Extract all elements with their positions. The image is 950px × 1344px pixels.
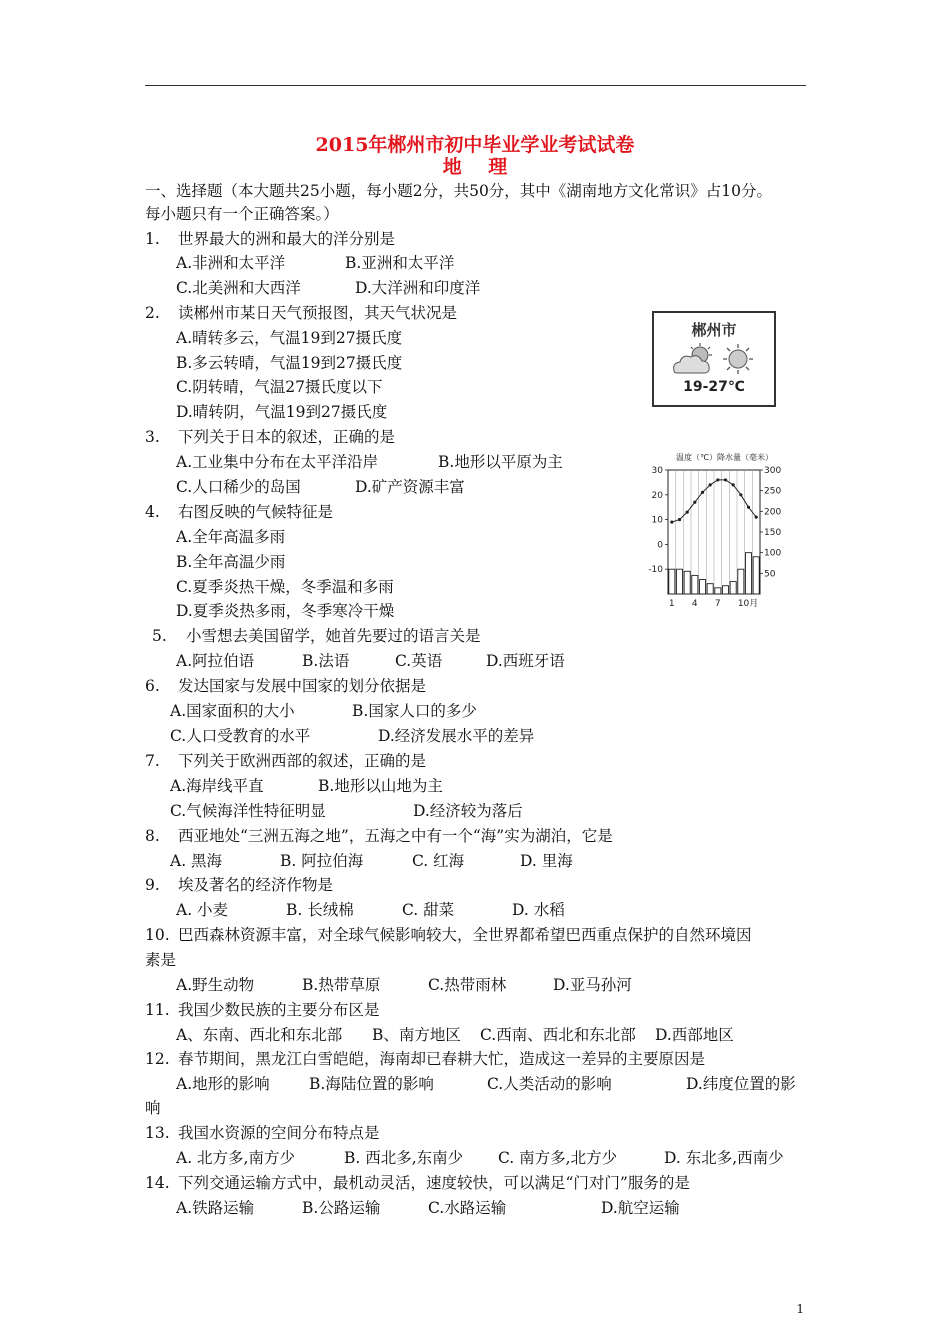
question-5-option-c[interactable]: C.英语 xyxy=(395,652,443,670)
chart-gridlines xyxy=(676,470,753,594)
question-12-number: 12. xyxy=(145,1050,170,1068)
question-13-option-a[interactable]: A. 北方多,南方少 xyxy=(176,1149,295,1167)
page-number: 1 xyxy=(796,1302,804,1316)
question-6-number: 6. xyxy=(145,677,160,695)
question-3-stem: 下列关于日本的叙述，正确的是 xyxy=(178,428,396,446)
temperature-axis xyxy=(648,466,668,575)
cloud-sun-icon xyxy=(674,343,712,373)
precipitation-axis xyxy=(760,466,781,579)
precipitation-tick-label: 300 xyxy=(764,466,782,476)
sun-icon xyxy=(723,344,753,374)
question-1-option-c[interactable]: C.北美洲和大西洋 xyxy=(176,279,301,297)
question-7-option-c[interactable]: C.气候海洋性特征明显 xyxy=(170,802,326,820)
question-10-option-b[interactable]: B.热带草原 xyxy=(302,976,381,994)
question-3-option-a[interactable]: A.工业集中分布在太平洋沿岸 xyxy=(176,453,379,471)
month-tick-label: 7 xyxy=(714,599,721,609)
question-11-option-d[interactable]: D.西部地区 xyxy=(655,1026,734,1044)
question-9-stem: 埃及著名的经济作物是 xyxy=(178,876,334,894)
question-14-option-c[interactable]: C.水路运输 xyxy=(428,1199,507,1217)
question-5-option-d[interactable]: D.西班牙语 xyxy=(486,652,565,670)
question-8-stem: 西亚地处“三洲五海之地”，五海之中有一个“海”实为湖泊，它是 xyxy=(178,827,613,845)
question-12-option-d[interactable]: D.纬度位置的影 xyxy=(686,1075,796,1093)
question-2-option-d[interactable]: D.晴转阴，气温19到27摄氏度 xyxy=(176,403,388,421)
question-6-option-c[interactable]: C.人口受教育的水平 xyxy=(170,727,311,745)
precipitation-tick-label: 250 xyxy=(764,486,782,497)
question-13-option-d[interactable]: D. 东北多,西南少 xyxy=(664,1149,784,1167)
precipitation-bar xyxy=(722,586,728,594)
month-axis xyxy=(669,598,758,609)
temperature-point xyxy=(732,483,735,486)
precipitation-bar xyxy=(676,569,682,594)
question-12-option-a[interactable]: A.地形的影响 xyxy=(176,1075,270,1093)
temperature-point xyxy=(709,483,712,486)
question-2-stem: 读郴州市某日天气预报图，其天气状况是 xyxy=(178,304,458,322)
precipitation-bar xyxy=(707,584,713,594)
question-7-stem: 下列关于欧洲西部的叙述，正确的是 xyxy=(178,752,427,770)
month-tick-label: 10月 xyxy=(737,599,759,609)
temperature-point xyxy=(670,520,673,523)
question-2-option-c[interactable]: C.阴转晴，气温27摄氏度以下 xyxy=(176,378,383,396)
question-6-stem: 发达国家与发展中国家的划分依据是 xyxy=(178,677,427,695)
temperature-tick-label: 10 xyxy=(651,515,663,526)
section-instructions-line2: 每小题只有一个正确答案。） xyxy=(145,205,339,223)
question-1-option-d[interactable]: D.大洋洲和印度洋 xyxy=(355,279,481,297)
precipitation-bar xyxy=(730,582,736,594)
question-13-number: 13. xyxy=(145,1124,170,1142)
temperature-point xyxy=(724,478,727,481)
question-5-option-b[interactable]: B.法语 xyxy=(302,652,350,670)
precipitation-bar xyxy=(715,588,721,594)
question-5-option-a[interactable]: A.阿拉伯语 xyxy=(176,652,255,670)
question-8-option-c[interactable]: C. 红海 xyxy=(412,852,465,870)
question-10-option-c[interactable]: C.热带雨林 xyxy=(428,976,507,994)
question-4-option-b[interactable]: B.全年高温少雨 xyxy=(176,553,286,571)
precipitation-bar xyxy=(699,580,705,594)
question-5-number: 5. xyxy=(152,627,167,645)
precipitation-bar xyxy=(753,557,759,594)
temperature-point xyxy=(747,506,750,509)
question-13-option-c[interactable]: C. 南方多,北方少 xyxy=(498,1149,618,1167)
question-1-number: 1. xyxy=(145,230,160,248)
question-12-option-d-wrap: 响 xyxy=(145,1099,161,1117)
question-10-option-d[interactable]: D.亚马孙河 xyxy=(553,976,632,994)
subject-title: 地 理 xyxy=(442,156,508,178)
chart-title: 温度（℃）降水量（毫米） xyxy=(676,453,773,462)
temperature-point xyxy=(755,516,758,519)
precipitation-tick-label: 150 xyxy=(764,528,782,538)
precipitation-bar xyxy=(684,571,690,594)
question-9-option-c[interactable]: C. 甜菜 xyxy=(402,901,455,919)
question-12-option-c[interactable]: C.人类活动的影响 xyxy=(487,1075,612,1093)
question-1-option-b[interactable]: B.亚洲和太平洋 xyxy=(345,254,455,272)
weather-city: 郴州市 xyxy=(691,321,737,339)
weather-forecast-card xyxy=(652,311,776,407)
question-11-stem: 我国少数民族的主要分布区是 xyxy=(178,1001,380,1019)
temperature-tick-label: -10 xyxy=(648,565,663,576)
question-8-number: 8. xyxy=(145,827,160,845)
question-4-number: 4. xyxy=(145,503,160,521)
question-10-number: 10. xyxy=(145,926,170,944)
question-11-option-a[interactable]: A、东南、西北和东北部 xyxy=(176,1026,343,1044)
month-tick-label: 4 xyxy=(691,599,698,609)
top-rule xyxy=(145,85,806,86)
question-4-option-c[interactable]: C.夏季炎热干燥，冬季温和多雨 xyxy=(176,578,394,596)
question-8-option-a[interactable]: A. 黑海 xyxy=(170,852,223,870)
question-7-option-b[interactable]: B.地形以山地为主 xyxy=(318,777,443,795)
temperature-tick-label: 20 xyxy=(651,490,663,501)
question-5-stem: 小雪想去美国留学，她首先要过的语言关是 xyxy=(186,627,481,645)
temperature-point xyxy=(739,493,742,496)
question-10-stem: 巴西森林资源丰富，对全球气候影响较大，全世界都希望巴西重点保护的自然环境因 xyxy=(178,926,752,944)
question-11-option-c[interactable]: C.西南、西北和东北部 xyxy=(480,1026,636,1044)
month-tick-label: 1 xyxy=(668,599,675,609)
question-8-option-b[interactable]: B. 阿拉伯海 xyxy=(280,852,364,870)
question-4-stem: 右图反映的气候特征是 xyxy=(178,503,334,521)
question-3-option-c[interactable]: C.人口稀少的岛国 xyxy=(176,478,301,496)
question-10-option-a[interactable]: A.野生动物 xyxy=(176,976,255,994)
temperature-point xyxy=(693,501,696,504)
exam-title: 2015年郴州市初中毕业学业考试试卷 xyxy=(315,134,635,156)
precipitation-tick-label: 100 xyxy=(764,548,782,559)
question-11-number: 11. xyxy=(145,1001,170,1019)
question-9-option-a[interactable]: A. 小麦 xyxy=(176,901,229,919)
question-10-stem-continued: 素是 xyxy=(145,951,177,969)
temperature-tick-label: 30 xyxy=(651,466,663,476)
question-14-option-b[interactable]: B.公路运输 xyxy=(302,1199,381,1217)
question-2-option-a[interactable]: A.晴转多云，气温19到27摄氏度 xyxy=(176,329,403,347)
question-6-option-d[interactable]: D.经济发展水平的差异 xyxy=(378,727,535,745)
question-3-number: 3. xyxy=(145,428,160,446)
temperature-point xyxy=(686,511,689,514)
question-14-option-d[interactable]: D.航空运输 xyxy=(601,1199,680,1217)
section-instructions-line1: 一、选择题（本大题共25小题，每小题2分，共50分，其中《湖南地方文化常识》占10分。 xyxy=(145,182,773,200)
question-2-option-b[interactable]: B.多云转晴，气温19到27摄氏度 xyxy=(176,354,403,372)
question-3-option-b[interactable]: B.地形以平原为主 xyxy=(438,453,563,471)
question-14-stem: 下列交通运输方式中，最机动灵活，速度较快，可以满足“门对门”服务的是 xyxy=(178,1174,690,1192)
temperature-tick-label: 0 xyxy=(657,540,663,551)
question-12-stem: 春节期间，黑龙江白雪皑皑，海南却已春耕大忙，造成这一差异的主要原因是 xyxy=(178,1050,706,1068)
precipitation-bar xyxy=(669,569,675,594)
temperature-point xyxy=(716,478,719,481)
question-7-option-a[interactable]: A.海岸线平直 xyxy=(170,777,264,795)
question-1-stem: 世界最大的洲和最大的洋分别是 xyxy=(178,230,396,248)
precipitation-bar xyxy=(745,553,751,594)
question-1-option-a[interactable]: A.非洲和太平洋 xyxy=(176,254,286,272)
precipitation-bar xyxy=(692,575,698,594)
question-6-option-b[interactable]: B.国家人口的多少 xyxy=(352,702,477,720)
precipitation-tick-label: 50 xyxy=(764,569,776,580)
precipitation-bar xyxy=(738,569,744,594)
question-7-option-d[interactable]: D.经济较为落后 xyxy=(413,802,523,820)
question-7-number: 7. xyxy=(145,752,160,770)
question-3-option-d[interactable]: D.矿产资源丰富 xyxy=(355,478,465,496)
climate-chart xyxy=(640,448,790,610)
question-4-option-a[interactable]: A.全年高温多雨 xyxy=(176,528,286,546)
question-9-option-d[interactable]: D. 水稻 xyxy=(512,901,565,919)
question-8-option-d[interactable]: D. 里海 xyxy=(520,852,573,870)
question-2-number: 2. xyxy=(145,304,160,322)
question-12-option-b[interactable]: B.海陆位置的影响 xyxy=(309,1075,434,1093)
temperature-point xyxy=(678,518,681,521)
question-13-stem: 我国水资源的空间分布特点是 xyxy=(178,1124,380,1142)
weather-icons xyxy=(670,343,760,377)
question-4-option-d[interactable]: D.夏季炎热多雨，冬季寒冷干燥 xyxy=(176,602,395,620)
temperature-point xyxy=(701,491,704,494)
question-9-option-b[interactable]: B. 长绒棉 xyxy=(286,901,354,919)
question-9-number: 9. xyxy=(145,876,160,894)
precipitation-tick-label: 200 xyxy=(764,507,782,518)
question-6-option-a[interactable]: A.国家面积的大小 xyxy=(170,702,295,720)
question-14-number: 14. xyxy=(145,1174,170,1192)
question-11-option-b[interactable]: B、南方地区 xyxy=(372,1026,461,1044)
question-13-option-b[interactable]: B. 西北多,东南少 xyxy=(344,1149,464,1167)
weather-temperature: 19-27℃ xyxy=(683,379,745,395)
question-14-option-a[interactable]: A.铁路运输 xyxy=(176,1199,255,1217)
